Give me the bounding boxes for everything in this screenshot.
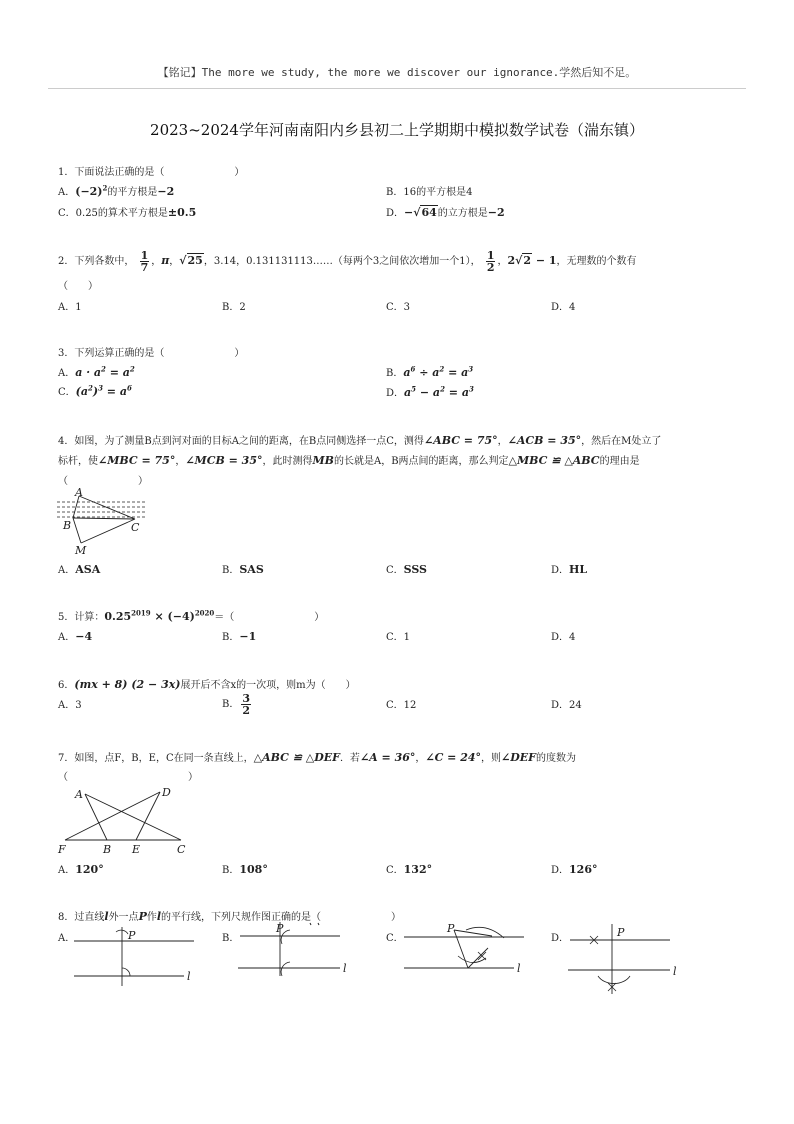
q8c-label-l: l [517, 962, 521, 975]
q5-option-c[interactable]: C．1 [386, 632, 411, 643]
motto-header: 【铭记】The more we study, the more we discover our ignorance.学然后知不足。 [157, 66, 637, 79]
q8d-label-p: P [617, 926, 625, 939]
q6-option-d[interactable]: D．24 [551, 700, 582, 711]
q7-label-b: B [103, 843, 112, 856]
q7-label-f: F [58, 843, 66, 856]
q1-stem: 1．下面说法正确的是（ ） [58, 167, 245, 178]
q5-option-d[interactable]: D．4 [551, 632, 576, 643]
q8-figure-a [66, 924, 206, 990]
q2-option-a[interactable]: A．1 [58, 302, 82, 313]
q7-label-e: E [132, 843, 141, 856]
q8-figure-d [560, 920, 690, 996]
q8-figure-c [396, 920, 536, 980]
q8-option-a[interactable]: A． [58, 933, 76, 944]
q1-option-b[interactable]: B．16的平方根是4 [386, 187, 473, 198]
q1-option-d[interactable]: D．−√64的立方根是−2 [386, 206, 505, 219]
q3-option-d[interactable]: D．$a^5 - a^2 = a^3$ [386, 384, 474, 399]
q3-option-c[interactable]: C．$(a^2)^3 = a^6$ [58, 383, 132, 398]
q2-option-c[interactable]: C．3 [386, 302, 411, 313]
q2-stem: 2．下列各数中， $\frac{1}{7}$ ，π，√25，3.14，0.131131113……（每两个3之间依次增加一个1）， $\frac{1}{2}$ ，2√2 − 1，无理数的个数有 [58, 249, 637, 274]
q1-option-a[interactable]: A．$(-2)^2$的平方根是−2 [58, 183, 175, 198]
q4-stem-line2: 标杆，使∠MBC = 75°，∠MCB = 35°，此时测得MB的长就是A，B两点间的距离，那么判定△MBC ≌ △ABC的理由是 [58, 454, 640, 467]
q7-stem: 7．如图，点F，B，E，C在同一条直线上，△ABC ≌ △DEF．若∠A = 36°，∠C = 24°，则∠DEF的度数为 [58, 751, 576, 764]
q4-paren: （ ） [58, 476, 148, 487]
q7-label-d: D [162, 786, 171, 799]
q4-option-c[interactable]: C．SSS [386, 563, 428, 576]
q3-option-a[interactable]: A．$a \cdot a^2 = a^2$ [58, 364, 135, 379]
q6-stem: 6．(mx + 8) (2 − 3x)展开后不含x的一次项，则m为（ ） [58, 678, 356, 691]
q2-option-d[interactable]: D．4 [551, 302, 576, 313]
q4-stem-line1: 4．如图，为了测量B点到河对面的目标A之间的距离，在B点同侧选择一点C，测得∠ABC = 75°，∠ACB = 35°，然后在M处立了 [58, 434, 662, 447]
q4-option-b[interactable]: B．SAS [222, 563, 264, 576]
q7-option-d[interactable]: D．126° [551, 863, 598, 876]
q4-label-m: M [75, 544, 87, 557]
q8d-label-l: l [673, 965, 677, 978]
q7-label-a: A [75, 788, 83, 801]
q8-figure-b [232, 918, 362, 980]
q8-option-b[interactable]: B． [222, 933, 240, 944]
q4-option-d[interactable]: D．HL [551, 563, 588, 576]
q2-option-b[interactable]: B．2 [222, 302, 246, 313]
q7-label-c: C [177, 843, 186, 856]
q4-label-c: C [131, 521, 140, 534]
q6-option-a[interactable]: A．3 [58, 700, 82, 711]
q5-stem: 5．计算：$0.25^{2019} \times (-4)^{2020}=$（ ） [58, 608, 325, 623]
q7-option-a[interactable]: A．120° [58, 863, 104, 876]
q5-option-b[interactable]: B．−1 [222, 630, 257, 643]
q6-option-b[interactable]: B． $\frac{3}{2}$ [222, 692, 251, 717]
q7-option-c[interactable]: C．132° [386, 863, 433, 876]
q4-label-b: B [63, 519, 72, 532]
q8a-label-p: P [128, 929, 136, 942]
q7-option-b[interactable]: B．108° [222, 863, 268, 876]
q8c-label-p: P [447, 922, 455, 935]
q8b-label-p: P [276, 922, 284, 935]
q4-label-a: A [75, 488, 83, 499]
q4-option-a[interactable]: A．ASA [58, 563, 101, 576]
header-divider [48, 88, 746, 89]
q7-figure [55, 784, 195, 856]
q7-paren: （ ） [58, 772, 198, 783]
q8-option-c[interactable]: C． [386, 933, 404, 944]
q1-option-c[interactable]: C．0.25的算术平方根是±0.5 [58, 206, 197, 219]
q2-paren: （ ） [58, 281, 98, 292]
q8a-label-l: l [187, 970, 191, 983]
q4-figure [55, 488, 155, 558]
q3-option-b[interactable]: B．$a^6 \div a^2 = a^3$ [386, 364, 474, 379]
q8b-label-l: l [343, 962, 347, 975]
q3-stem: 3．下列运算正确的是（ ） [58, 348, 245, 359]
q5-option-a[interactable]: A．−4 [58, 630, 93, 643]
page-title: 2023~2024学年河南南阳内乡县初二上学期期中模拟数学试卷（湍东镇） [150, 121, 644, 139]
q8-option-d[interactable]: D． [551, 933, 570, 944]
q6-option-c[interactable]: C．12 [386, 700, 417, 711]
q8-stem: 8．过直线l外一点P作l的平行线，下列尺规作图正确的是（ ） [58, 910, 402, 923]
